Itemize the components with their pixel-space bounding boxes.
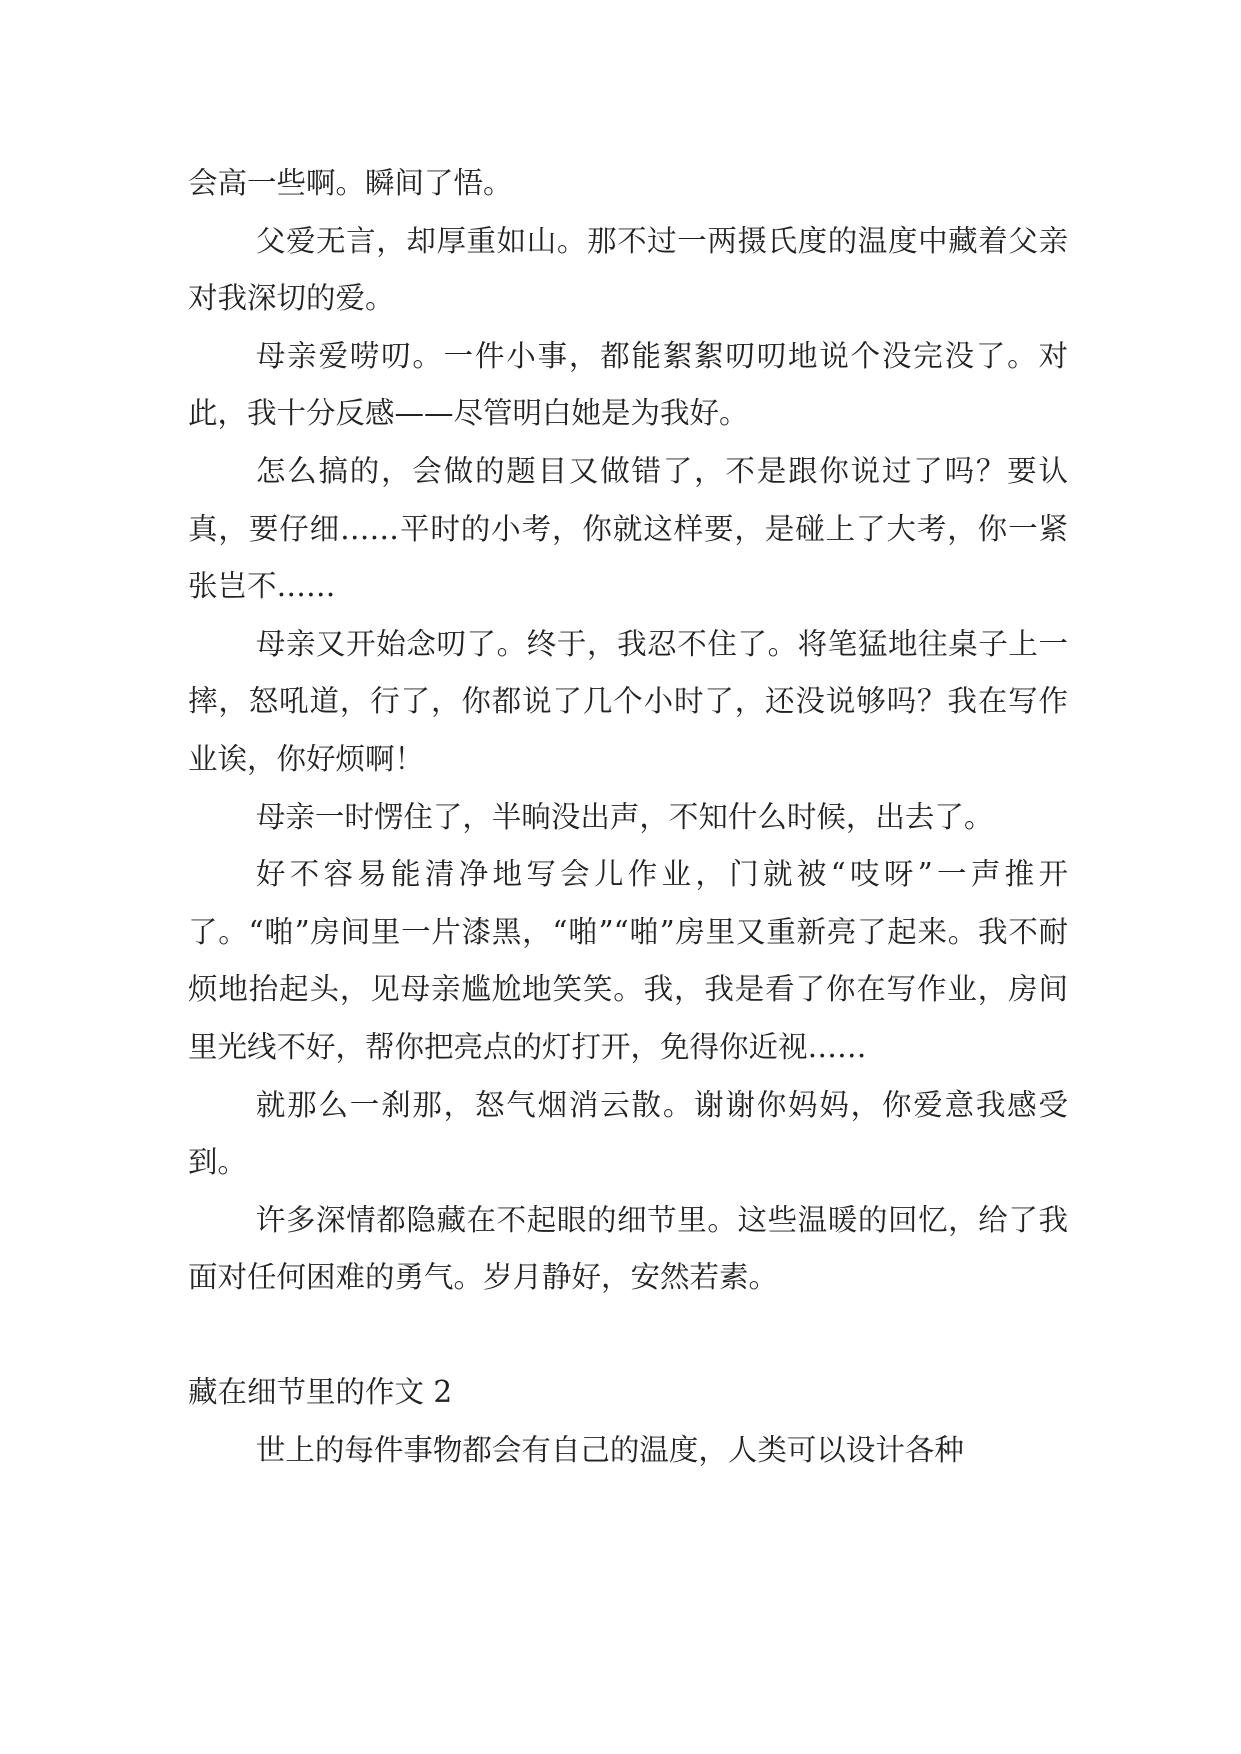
paragraph: 世上的每件事物都会有自己的温度，人类可以设计各种 — [255, 1433, 964, 1468]
paragraph: 父爱无言，却厚重如山。那不过一两摄氏度的温度中藏着父亲对我深切的爱。 — [188, 223, 1068, 316]
paragraph: 怎么搞的，会做的题目又做错了，不是跟你说过了吗？要认真，要仔细……平时的小考，你就这样要，是碰上了大考，你一紧张岂不…… — [188, 453, 1068, 604]
paragraph: 母亲一时愣住了，半晌没出声，不知什么时候，出去了。 — [255, 799, 994, 834]
paragraph: 母亲爱唠叨。一件小事，都能絮絮叨叨地说个没完没了。对此，我十分反感——尽管明白她是为我好。 — [188, 338, 1068, 431]
paragraph: 母亲又开始念叨了。终于，我忍不住了。将笔猛地往桌子上一摔，怒吼道，行了，你都说了几个小时了，还没说够吗？我在写作业诶，你好烦啊！ — [188, 626, 1068, 776]
paragraph: 会高一些啊。瞬间了悟。 — [188, 166, 513, 200]
paragraph: 好不容易能清净地写会儿作业，门就被“吱呀”一声推开了。“啪”房间里一片漆黑，“啪”“啪”房里又重新亮了起来。我不耐烦地抬起头，见母亲尴尬地笑笑。我，我是看了你在写作业，房间里光线不好，帮你把亮点的灯打开，免得你近视…… — [188, 857, 1068, 1064]
paragraph: 许多深情都隐藏在不起眼的细节里。这些温暖的回忆，给了我面对任何困难的勇气。岁月静好，安然若素。 — [188, 1202, 1068, 1295]
paragraph-spacer — [188, 1307, 1068, 1365]
section-title: 藏在细节里的作文 2 — [188, 1375, 453, 1410]
document-body — [188, 155, 1068, 1480]
paragraph: 就那么一刹那，怒气烟消云散。谢谢你妈妈，你爱意我感受到。 — [188, 1087, 1068, 1180]
